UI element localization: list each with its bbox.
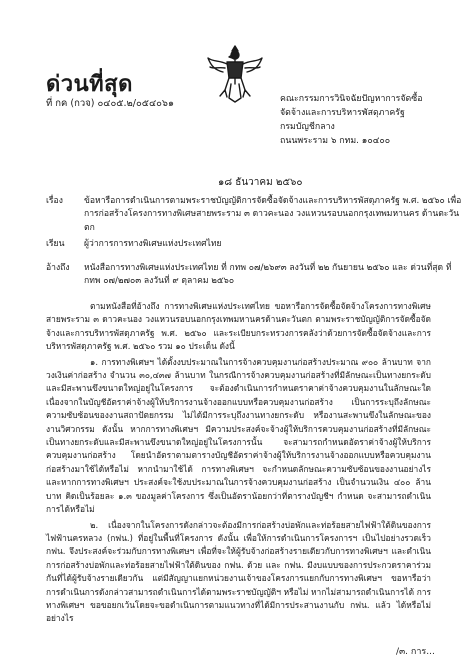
recipient-text: ผู้ว่าการการทางพิเศษแห่งประเทศไทย — [84, 239, 222, 249]
agency-line: ถนนพระราม ๖ กทม. ๑๐๔๐๐ — [280, 136, 391, 146]
body-text — [46, 300, 431, 626]
agency-line: คณะกรรมการวินิจฉัยปัญหาการจัดซื้อ — [280, 94, 423, 104]
subject-label: เรื่อง — [46, 196, 63, 206]
reference-label: อ้างถึง — [46, 263, 70, 273]
subject-text: ข้อหารือการดำเนินการตามพระราชบัญญัติการจัดซื้อจัดจ้างและการบริหารพัสดุภาครัฐ พ.ศ. ๒๕๖๐ เพื่อการก่อสร้างโครงการทางพิเศษสายพระราม ๓ ดาวคะนอง วงแหวนรอบนอกกรุงเทพมหานคร ด้านตะวันตก — [84, 196, 462, 233]
item-1-paragraph: ๑. การทางพิเศษฯ ได้ตั้งงบประมาณในการจ้างควบคุมงานก่อสร้างประมาณ ๙๐๐ ล้านบาท จากวงเงินค่าก่อสร้าง จำนวน ๓๐,๔๓๗ ล้านบาท ในกรณีการจ้างควบคุมงานก่อสร้างที่มีลักษณะเป็นทางยกระดับและมีสะพานขึงขนาดใหญ่อยู่ในโครงการ จะต้องดำเนินการกำหนดราคาค่าจ้างควบคุมงานในลักษณะใด เนื่องจากในบัญชีอัตราค่าจ้างผู้ให้บริการงานจ้างออกแบบหรือควบคุมงานก่อสร้าง เป็นการระบุถึงลักษณะความซับซ้อนของงานสถาปัตยกรรม ไม่ได้มีการระบุถึงงานทางยกระดับ หรืองานสะพานขึงในลักษณะของงานวิศวกรรม ดังนั้น หากการทางพิเศษฯ มีความประสงค์จะจ้างผู้ให้บริการควบคุมงานก่อสร้างที่มีลักษณะเป็นทางยกระดับและมีสะพานขึงขนาดใหญ่อยู่ในโครงการนั้น จะสามารถกำหนดอัตราค่าจ้างผู้ให้บริการควบคุมงานก่อสร้าง โดยนำอัตราตามตารางบัญชีอัตราค่าจ้างผู้ให้บริการงานจ้างออกแบบหรือควบคุมงานก่อสร้างมาใช้ได้หรือไม่ หากนำมาใช้ได้ การทางพิเศษฯ จะกำหนดลักษณะความซับซ้อนของงานอย่างไร และหากการทางพิเศษฯ ประสงค์จะใช้งบประมาณในการจ้างควบคุมงานก่อสร้าง เป็นจำนวนเงิน ๔๐๐ ล้านบาท คิดเป็นร้อยละ ๑.๓ ของมูลค่าโครงการ ซึ่งเป็นอัตราน้อยกว่าที่ตารางบัญชีฯ กำหนด จะสามารถดำเนินการได้หรือไม่ — [46, 356, 431, 515]
document-number: ที่ กค (กวจ) ๐๔๐๕.๒/๐๕๔๐๖๑ — [46, 98, 174, 109]
document-date: ๑๘ ธันวาคม ๒๕๖๐ — [218, 177, 303, 188]
urgent-label: ด่วนที่สุด — [46, 71, 133, 97]
item-2-paragraph: ๒. เนื่องจากในโครงการดังกล่าวจะต้องมีการก่อสร้างบ่อพักและท่อร้อยสายไฟฟ้าใต้ดินของการไฟฟ้านครหลวง (กฟน.) ที่อยู่ในพื้นที่โครงการ ดังนั้น เพื่อให้การดำเนินการโครงการฯ เป็นไปอย่างรวดเร็ว กฟน. จึงประสงค์จะร่วมกับการทางพิเศษฯ เพื่อที่จะให้ผู้รับจ้างก่อสร้างรายเดียวกับการทางพิเศษฯ และดำเนินการก่อสร้างบ่อพักและท่อร้อยสายไฟฟ้าใต้ดินของ กฟน. ด้วย และ กฟน. มีงบแบบของการประกวดราคาร่วมกันที่ได้ผู้รับจ้างรายเดียวกัน แต่มีสัญญาแยกหน่วยงานเจ้าของโครงการแยกกับการทางพิเศษฯ ขอหารือว่า การดำเนินการดังกล่าวสามารถดำเนินการได้ตามพระราชบัญญัติฯ หรือไม่ หากไม่สามารถดำเนินการได้ การทางพิเศษฯ ขอขอยกเว้นโดยจะขอดำเนินการตามแนวทางที่ได้มีการประสานงานกับ กฟน. แล้ว ได้หรือไม่ อย่างไร — [46, 519, 431, 624]
recipient-label: เรียน — [46, 239, 65, 249]
garuda-emblem-icon — [205, 40, 265, 106]
agency-line: กรมบัญชีกลาง — [280, 122, 335, 132]
continuation-marker: /๓. การ... — [396, 647, 435, 657]
agency-line: จัดจ้างและการบริหารพัสดุภาครัฐ — [280, 108, 405, 118]
agency-address — [280, 92, 460, 148]
intro-paragraph: ตามหนังสือที่อ้างถึง การทางพิเศษแห่งประเทศไทย ขอหารือการจัดซื้อจัดจ้างโครงการทางพิเศษสายพระราม ๓ ดาวคะนอง วงแหวนรอบนอกกรุงเทพมหานครด้านตะวันตก ตามพระราชบัญญัติการจัดซื้อจัดจ้างและการบริหารพัสดุภาครัฐ พ.ศ. ๒๕๖๐ และระเบียบกระทรวงการคลังว่าด้วยการจัดซื้อจัดจ้างและการบริหารพัสดุภาครัฐ พ.ศ. ๒๕๖๐ รวม ๑๐ ประเด็น ดังนี้ — [46, 301, 431, 352]
reference-text: หนังสือการทางพิเศษแห่งประเทศไทย ที่ กทพ ๐๗/๒๖๙๓ ลงวันที่ ๒๒ กันยายน ๒๕๖๐ และ ด่วนที่สุด ที่ กทพ ๐๗/๒๗๐๓ ลงวันที่ ๙ ตุลาคม ๒๕๖๐ — [84, 263, 452, 287]
